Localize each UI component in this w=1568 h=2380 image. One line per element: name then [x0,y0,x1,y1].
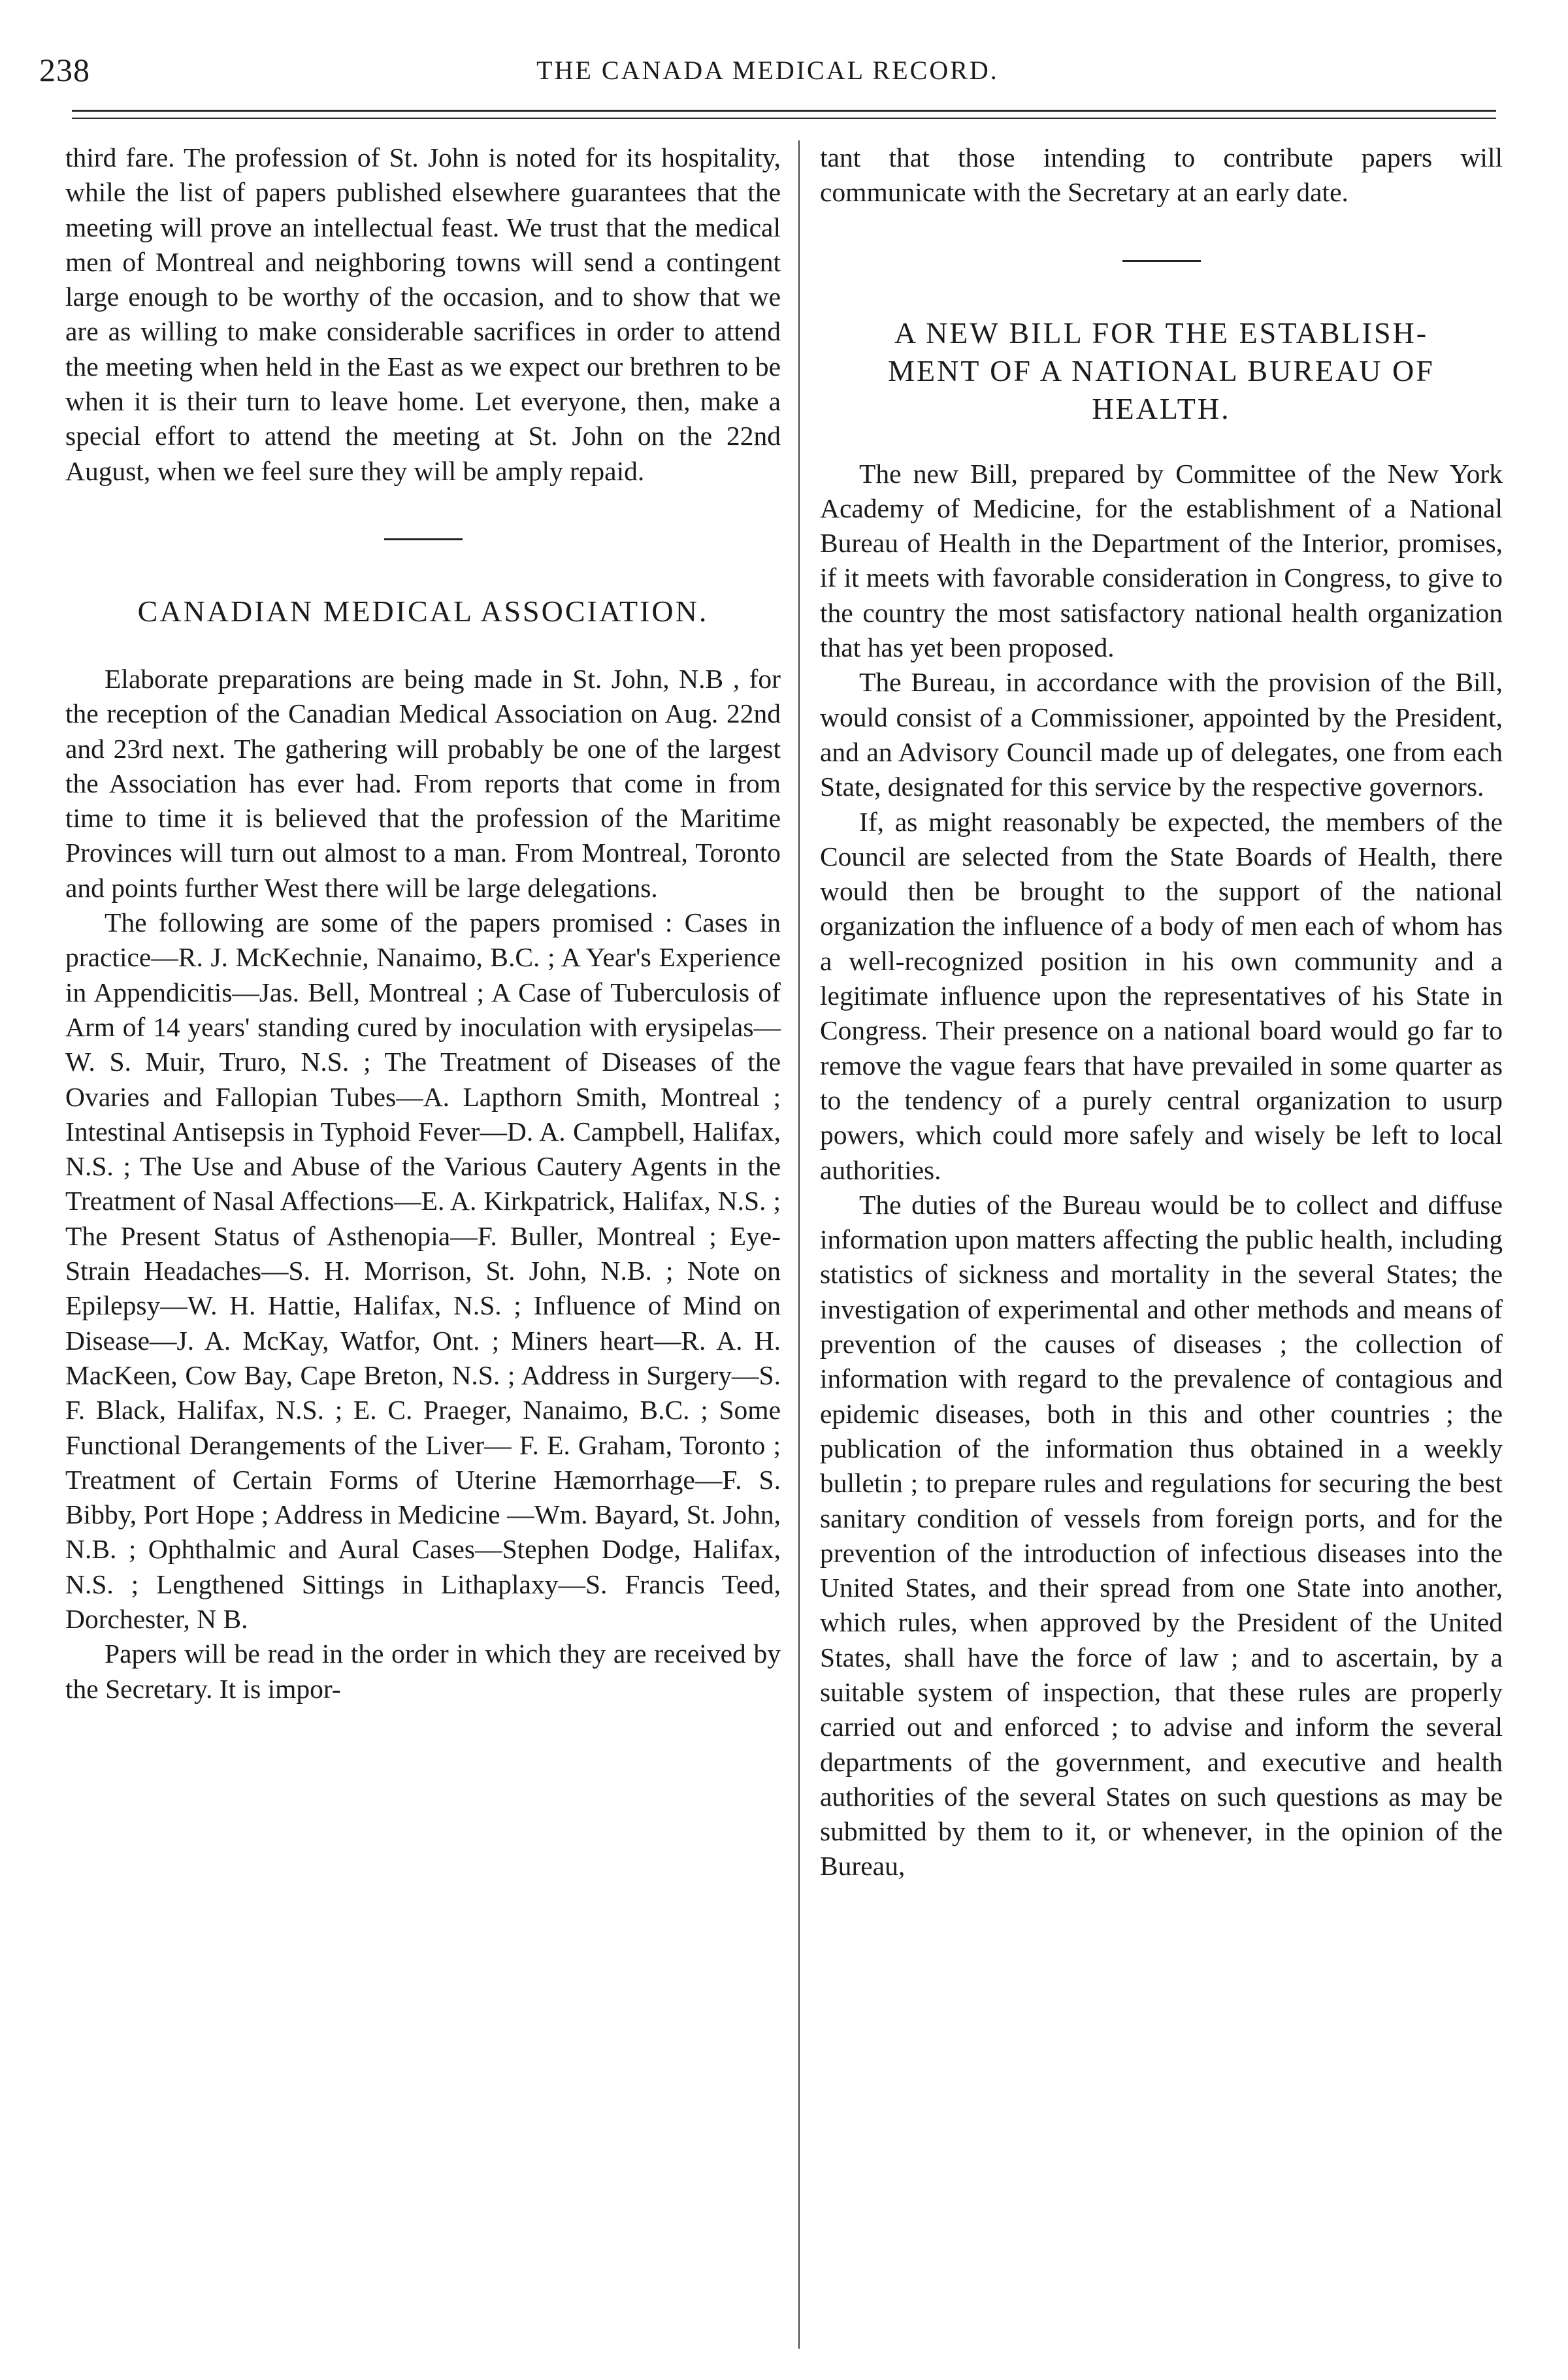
header-rule-bottom [72,118,1496,119]
section-heading-cma: CANADIAN MEDICAL ASSOCIATION. [137,594,709,628]
article-paragraph: The Bureau, in accordance with the provision of the Bill, would consist of a Commissioner, appointed by the President, and an Advisory Council made up of delegates, one from each State, designated for this service by the respective governors. [820,667,1503,802]
article-paragraph: Papers will be read in the order in which they are received by the Secretary. It is impor- [65,1638,781,1704]
heading-line: HEALTH. [1092,391,1231,425]
page-number: 238 [39,52,90,88]
intro-paragraph: third fare. The profession of St. John is noted for its hospitality, while the list of papers published elsewhere guarantees that the meeting will prove an intellectual feast. We trust that the medical men of Montreal and neighboring towns will send a contingent large enough to be worthy of the occasion, and to show that we are as willing to make considerable sacrifices in order to attend the meeting when held in the East as we expect our brethren to be when it is their turn to leave home. Let everyone, then, make a special effort to attend the meeting at St. John on the 22nd August, when we feel sure they will be amply repaid. [65,142,781,486]
continuation-paragraph: tant that those intending to contribute papers will communicate with the Secretary at an early date. [820,142,1503,208]
column-divider [798,140,800,2349]
section-separator [384,538,463,540]
header-rule-top [72,110,1496,112]
running-head [39,51,1496,97]
left-column [65,140,781,1706]
article-paragraph: Elaborate preparations are being made in St. John, N.B , for the reception of the Canadian Medical Association on Aug. 22nd and 23rd next. The gathering will probably be one of the largest the Association has ever had. From reports that come in from time to time it is believed that the profession of the Maritime Provinces will turn out almost to a man. From Montreal, Toronto and points further West there will be large delegations. [65,663,781,903]
article-paragraph: The following are some of the papers promised : Cases in practice—R. J. McKechnie, Nanaimo, B.C. ; A Year's Experience in Appendicitis—Jas. Bell, Montreal ; A Case of Tuberculosis of Arm of 14 years' standing cured by inoculation with erysipelas—W. S. Muir, Truro, N.S. ; The Treatment of Diseases of the Ovaries and Fallopian Tubes—A. Lapthorn Smith, Montreal ; Intestinal Antisepsis in Typhoid Fever—D. A. Campbell, Halifax, N.S. ; The Use and Abuse of the Various Cautery Agents in the Treatment of Nasal Affections—E. A. Kirkpatrick, Halifax, N.S. ; The Present Status of Asthenopia—F. Buller, Montreal ; Eye-Strain Headaches—S. H. Morrison, St. John, N.B. ; Note on Epilepsy—W. H. Hattie, Halifax, N.S. ; Influence of Mind on Disease—J. A. McKay, Watfor, Ont. ; Miners heart—R. A. H. MacKeen, Cow Bay, Cape Breton, N.S. ; Address in Surgery—S. F. Black, Halifax, N.S. ; E. C. Praeger, Nanaimo, B.C. ; Some Functional Derangements of the Liver— F. E. Graham, Toronto ; Treatment of Certain Forms of Uterine Hæmorrhage—F. S. Bibby, Port Hope ; Address in Medicine —Wm. Bayard, St. John, N.B. ; Ophthalmic and Aural Cases—Stephen Dodge, Halifax, N.S. ; Lengthened Sittings in Lithaplaxy—S. Francis Teed, Dorchester, N B. [65,907,781,1634]
article-paragraph: The new Bill, prepared by Committee of the New York Academy of Medicine, for the establishment of a National Bureau of Health in the Department of the Interior, promises, if it meets with favorable consideration in Congress, to give to the country the most satisfactory national health organization that has yet been proposed. [820,458,1503,663]
heading-line: A NEW BILL FOR THE ESTABLISH- [894,316,1429,350]
section-heading-bureau [820,314,1503,428]
right-column [820,140,1503,1884]
article-paragraph: If, as might reasonably be expected, the members of the Council are selected from the State Boards of Health, there would then be brought to the support of the national organization the influence of a body of men each of whom has a well-recognized position in his own community and a legitimate influence upon the representatives of his State in Congress. Their presence on a national board would go far to remove the vague fears that have prevailed in some quarter as to the tendency of a purely central organization to usurp powers, which could more safely and wisely be left to local authorities. [820,806,1503,1185]
heading-line: MENT OF A NATIONAL BUREAU OF [888,353,1435,387]
section-separator [1122,260,1201,262]
article-paragraph: The duties of the Bureau would be to collect and diffuse information upon matters affecting the public health, including statistics of sickness and mortality in the several States; the investigation of experimental and other methods and means of prevention of the causes of diseases ; the collection of information with regard to the prevalence of contagious and epidemic diseases, both in this and other countries ; the publication of the information thus obtained in a weekly bulletin ; to prepare rules and regulations for securing the best sanitary condition of vessels from foreign ports, and for the prevention of the introduction of infectious diseases into the United States, and their spread from one State into another, which rules, when approved by the President of the United States, shall have the force of law ; and to ascertain, by a suitable system of inspection, that these rules are properly carried out and enforced ; to advise and inform the several departments of the government, and executive and health authorities of the several States on such questions as may be submitted by them to it, or whenever, in the opinion of the Bureau, [820,1189,1503,1882]
journal-title: THE CANADA MEDICAL RECORD. [536,56,999,85]
